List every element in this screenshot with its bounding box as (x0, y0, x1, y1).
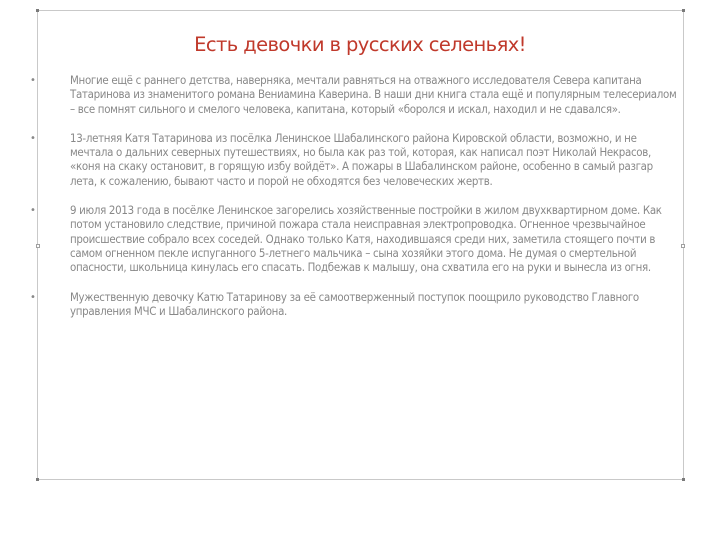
list-item (30, 73, 680, 116)
frame-corner-top-right (682, 9, 685, 12)
bullet-list (30, 73, 680, 333)
paragraph-text: Многие ещё с раннего детства, наверняка, мечтали равняться на отважного исследователя Севера капитана Татаринова из знаменитого романа Вениамина Каверина. В наши дни книга стала ещё и популярным телесериалом – все помнят сильного и смелого человека, капитана, который «боролся и искал, находил и не сдавался». (70, 73, 677, 116)
bullet-icon: • (30, 205, 36, 217)
bullet-icon: • (30, 75, 36, 86)
bullet-icon: • (30, 132, 36, 144)
list-item (30, 131, 680, 188)
paragraph-text: Мужественную девочку Катю Татаринову за её самоотверженный поступок поощрило руководство Главного управления МЧС и Шабалинского района. (70, 289, 639, 318)
paragraph-text: 13-летняя Катя Татаринова из посёлка Ленинское Шабалинского района Кировской области, возможно, и не мечтала о дальних северных путешествиях, но была как раз той, которая, как написал поэт Николай Некрасов, «коня на скаку остановит, в горящую избу войдёт». А пожары в Шабалинском районе, особенно в самый разгар лета, к сожалению, бывают часто и порой не обходятся без человеческих жертв. (70, 130, 653, 188)
frame-handle-right (681, 244, 685, 248)
frame-corner-bottom-right (682, 478, 685, 481)
slide-title: Есть девочки в русских селеньях! (194, 33, 526, 56)
frame-corner-top-left (36, 9, 39, 12)
bullet-icon: • (30, 291, 36, 303)
paragraph-text: 9 июля 2013 года в посёлке Ленинское загорелись хозяйственные постройки в жилом двухквартирном доме. Как потом установило следствие, причиной пожара стала неисправная электропроводка. Огненное чрезвычайное происшествие собрало всех соседей. Однако только Катя, находившаяся среди них, заметила стоящего почти в самом огненном пекле испуганного 5-летнего мальчика – сына хозяйки этого дома. Не думая о смертельной опасности, школьница кинулась его спасать. Подбежав к малышу, она схватила его на руки и вынесла из огня. (70, 203, 662, 275)
list-item (30, 203, 680, 274)
list-item (30, 290, 680, 319)
frame-corner-bottom-left (36, 478, 39, 481)
